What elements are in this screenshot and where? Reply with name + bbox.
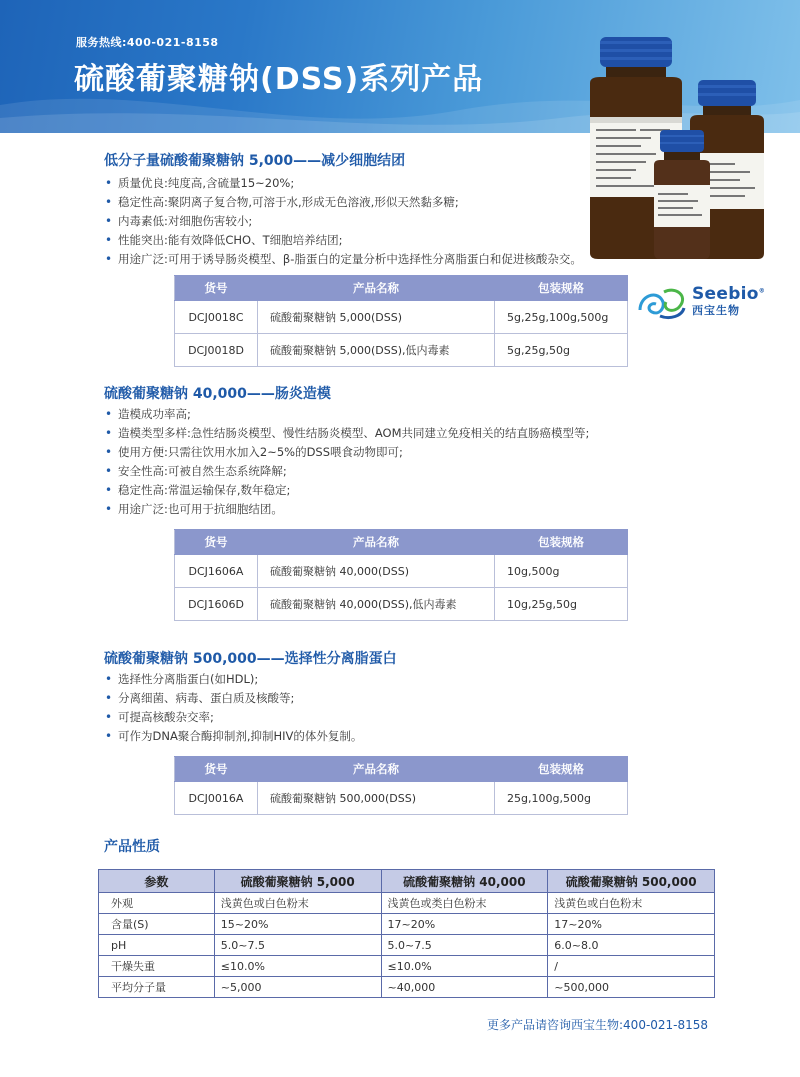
column-header-name: 产品名称 <box>258 530 495 555</box>
product-pack: 10g,500g <box>495 555 628 588</box>
logo-text <box>692 284 765 318</box>
page-title: 硫酸葡聚糖钠(DSS)系列产品 <box>74 62 484 97</box>
product-pack: 10g,25g,50g <box>495 588 628 621</box>
param-value: 浅黄色或白色粉末 <box>548 893 715 914</box>
product-name: 硫酸葡聚糖钠 40,000(DSS) <box>258 555 495 588</box>
list-item: • 稳定性高:常温运输保存,数年稳定; <box>104 481 589 500</box>
param-value: ~5,000 <box>214 977 381 998</box>
table-row <box>175 782 628 815</box>
product-table-dss-40000 <box>174 529 628 621</box>
column-header-id: 货号 <box>175 530 258 555</box>
table-row <box>99 914 715 935</box>
product-id: DCJ0018C <box>175 301 258 334</box>
list-item: • 分离细菌、病毒、蛋白质及核酸等; <box>104 689 362 708</box>
column-header-id: 货号 <box>175 276 258 301</box>
list-item: • 造模成功率高; <box>104 405 589 424</box>
list-item: • 选择性分离脂蛋白(如HDL); <box>104 670 362 689</box>
column-header-id: 货号 <box>175 757 258 782</box>
column-header-param: 参数 <box>99 870 215 893</box>
param-value: ~40,000 <box>381 977 548 998</box>
param-value: 5.0~7.5 <box>214 935 381 956</box>
param-value: 5.0~7.5 <box>381 935 548 956</box>
product-bottles-image <box>570 25 795 260</box>
table-row <box>175 588 628 621</box>
feature-list-dss-5000 <box>104 174 582 269</box>
param-value: / <box>548 956 715 977</box>
table-row <box>175 301 628 334</box>
feature-list-dss-40000 <box>104 405 589 519</box>
table-row <box>99 935 715 956</box>
table-row <box>99 956 715 977</box>
param-label: 平均分子量 <box>99 977 215 998</box>
product-pack: 5g,25g,50g <box>495 334 628 367</box>
column-header-pack: 包装规格 <box>495 757 628 782</box>
table-row <box>175 334 628 367</box>
hotline-text: 服务热线:400-021-8158 <box>76 36 219 49</box>
product-name: 硫酸葡聚糖钠 5,000(DSS) <box>258 301 495 334</box>
footer-contact: 更多产品请咨询西宝生物:400-021-8158 <box>487 1018 709 1032</box>
table-row <box>99 893 715 914</box>
product-name: 硫酸葡聚糖钠 40,000(DSS),低内毒素 <box>258 588 495 621</box>
param-value: 17~20% <box>381 914 548 935</box>
list-item: • 可提高核酸杂交率; <box>104 708 362 727</box>
param-value: 17~20% <box>548 914 715 935</box>
param-label: 含量(S) <box>99 914 215 935</box>
param-value: ~500,000 <box>548 977 715 998</box>
column-header-pack: 包装规格 <box>495 276 628 301</box>
param-value: 15~20% <box>214 914 381 935</box>
param-value: 6.0~8.0 <box>548 935 715 956</box>
list-item: • 内毒素低:对细胞伤害较小; <box>104 212 582 231</box>
list-item: • 用途广泛:也可用于抗细胞结团。 <box>104 500 589 519</box>
product-pack: 5g,25g,100g,500g <box>495 301 628 334</box>
logo-chinese-name: 西宝生物 <box>692 304 740 317</box>
product-id: DCJ0016A <box>175 782 258 815</box>
table-row <box>175 555 628 588</box>
list-item: • 造模类型多样:急性结肠炎模型、慢性结肠炎模型、AOM共同建立免疫相关的结直肠癌模型等; <box>104 424 589 443</box>
section-title-dss-5000: 低分子量硫酸葡聚糖钠 5,000——减少细胞结团 <box>104 153 406 169</box>
list-item: • 可作为DNA聚合酶抑制剂,抑制HIV的体外复制。 <box>104 727 362 746</box>
properties-title: 产品性质 <box>104 839 160 855</box>
section-title-dss-500000: 硫酸葡聚糖钠 500,000——选择性分离脂蛋白 <box>104 651 397 667</box>
list-item: • 使用方便:只需往饮用水加入2~5%的DSS喂食动物即可; <box>104 443 589 462</box>
product-table-dss-500000 <box>174 756 628 815</box>
param-value: 浅黄色或白色粉末 <box>214 893 381 914</box>
list-item: • 性能突出:能有效降低CHO、T细胞培养结团; <box>104 231 582 250</box>
list-item: • 质量优良:纯度高,含硫量15~20%; <box>104 174 582 193</box>
column-header-pack: 包装规格 <box>495 530 628 555</box>
list-item: • 稳定性高:聚阴离子复合物,可溶于水,形成无色溶液,形似天然黏多糖; <box>104 193 582 212</box>
column-header-dss-5000: 硫酸葡聚糖钠 5,000 <box>214 870 381 893</box>
product-name: 硫酸葡聚糖钠 500,000(DSS) <box>258 782 495 815</box>
properties-table <box>98 869 715 998</box>
column-header-dss-500000: 硫酸葡聚糖钠 500,000 <box>548 870 715 893</box>
column-header-name: 产品名称 <box>258 276 495 301</box>
table-row <box>99 977 715 998</box>
param-value: ≤10.0% <box>214 956 381 977</box>
product-id: DCJ0018D <box>175 334 258 367</box>
feature-list-dss-500000 <box>104 670 362 746</box>
param-value: 浅黄色或类白色粉末 <box>381 893 548 914</box>
logo-name: Seebio® <box>692 284 766 304</box>
section-title-dss-40000: 硫酸葡聚糖钠 40,000——肠炎造模 <box>104 386 331 402</box>
param-label: pH <box>99 935 215 956</box>
param-value: ≤10.0% <box>381 956 548 977</box>
column-header-name: 产品名称 <box>258 757 495 782</box>
param-label: 干燥失重 <box>99 956 215 977</box>
param-label: 外观 <box>99 893 215 914</box>
list-item: • 用途广泛:可用于诱导肠炎模型、β-脂蛋白的定量分析中选择性分离脂蛋白和促进核酸杂交。 <box>104 250 582 269</box>
product-table-dss-5000 <box>174 275 628 367</box>
list-item: • 安全性高:可被自然生态系统降解; <box>104 462 589 481</box>
product-id: DCJ1606D <box>175 588 258 621</box>
product-id: DCJ1606A <box>175 555 258 588</box>
product-pack: 25g,100g,500g <box>495 782 628 815</box>
product-name: 硫酸葡聚糖钠 5,000(DSS),低内毒素 <box>258 334 495 367</box>
column-header-dss-40000: 硫酸葡聚糖钠 40,000 <box>381 870 548 893</box>
